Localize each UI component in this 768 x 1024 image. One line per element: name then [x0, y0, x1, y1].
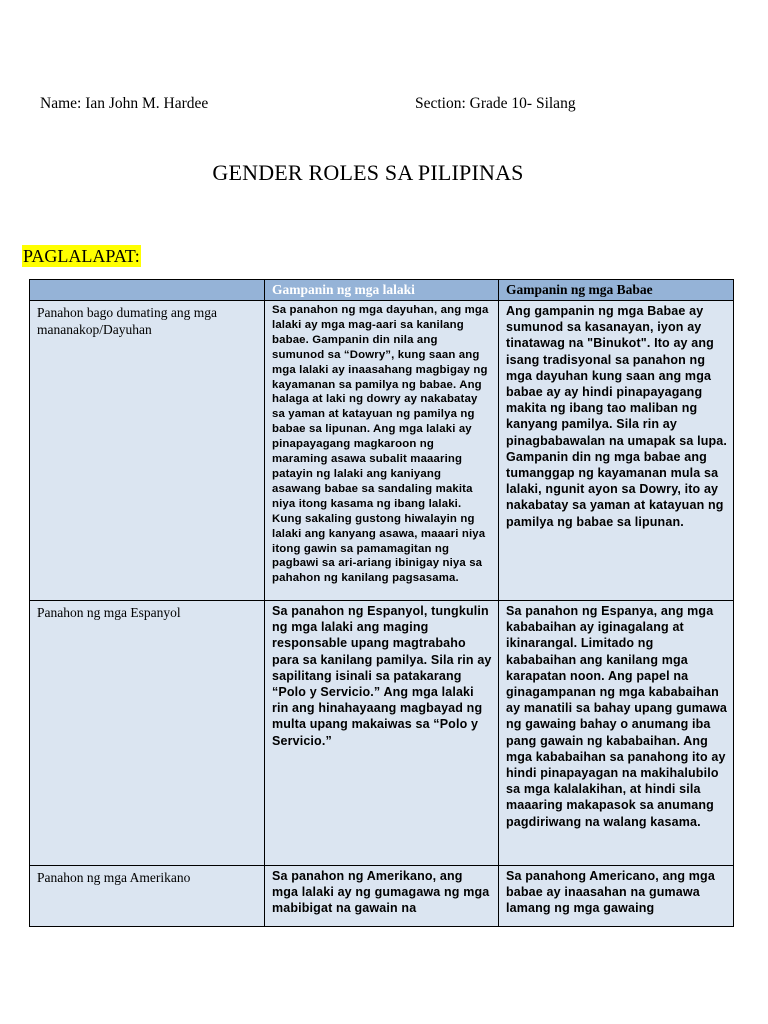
lalaki-cell: Sa panahon ng Amerikano, ang mga lalaki ay ng gumagawa ng mga mabibigat na gawain na [265, 866, 499, 927]
column-header-lalaki: Gampanin ng mga lalaki [265, 280, 499, 301]
table-row [30, 301, 734, 601]
lalaki-cell: Sa panahon ng mga dayuhan, ang mga lalaki ay mga mag-aari sa kanilang babae. Gampanin din nila ang sumunod sa “Dowry”, kung saan ang mga lalaki ay inaasahang magbigay ng kayamanan sa pamilya ng babae. Ang halaga at laki ng dowry ay nakabatay sa yaman at katayuan ng pamilya ng babae sa lipunan. Ang mga lalaki ay pinapayagang magkaroon ng maraming asawa subalit maaaring patayin ng lalaki ang kaniyang asawang babae sa sandaling makita niya itong kasama ng ibang lalaki. Kung sakaling gustong hiwalayin ng lalaki ang kanyang asawa, maaari niya itong gawin sa pamamagitan ng pagbawi sa ari-ariang ibinigay niya sa pahahon ng kanilang pagsasama. [265, 301, 499, 601]
table-row [30, 866, 734, 927]
column-header-period [30, 280, 265, 301]
table-row [30, 601, 734, 866]
babae-cell: Ang gampanin ng mga Babae ay sumunod sa kasanayan, iyon ay tinatawag na "Binukot". Ito ay ang isang tradisyonal sa panahon ng mga dayuhan kung saan ang mga babae ay ay hindi pinapayagang makita ng ibang tao maliban ng kanyang pamilya. Sila rin ay pinagbabawalan na umapak sa lupa. Gampanin din ng mga babae ang tumanggap ng kayamanan mula sa lalaki, ngunit ayon sa Dowry, ito ay nakabatay sa yaman at katayuan ng pamilya ng babae sa lipunan. [499, 301, 734, 601]
table-header-row [30, 280, 734, 301]
period-cell: Panahon bago dumating ang mga mananakop/Dayuhan [30, 301, 265, 601]
babae-cell: Sa panahon ng Espanya, ang mga kababaihan ay iginagalang at ikinarangal. Limitado ng kababaihan ang kanilang mga karapatan noon. Ang papel na ginagampanan ng mga kababaihan ay manatili sa bahay upang gumawa ng gawaing bahay o anumang iba pang gawain ng kababaihan. Ang mga kababaihan sa panahong ito ay hindi pinapayagan na makihalubilo sa mga kalalakihan, at hindi sila maaaring makapasok sa anumang pagdiriwang na walang kasama. [499, 601, 734, 866]
gender-roles-table [29, 279, 734, 927]
column-header-babae: Gampanin ng mga Babae [499, 280, 734, 301]
babae-cell: Sa panahong Americano, ang mga babae ay inaasahan na gumawa lamang ng mga gawaing [499, 866, 734, 927]
section-heading: PAGLALAPAT: [23, 246, 140, 266]
lalaki-cell: Sa panahon ng Espanyol, tungkulin ng mga lalaki ang maging responsable upang magtrabaho para sa kanilang pamilya. Sila rin ay sapilitang isinali sa patakarang “Polo y Servicio.” Ang mga lalaki rin ang hinahayaang magbayad ng multa upang makaiwas sa “Polo y Servicio.” [265, 601, 499, 866]
period-cell: Panahon ng mga Amerikano [30, 866, 265, 927]
document-title: GENDER ROLES SA PILIPINAS [212, 160, 524, 185]
student-section: Section: Grade 10- Silang [415, 95, 576, 112]
student-name: Name: Ian John M. Hardee [40, 95, 209, 112]
period-cell: Panahon ng mga Espanyol [30, 601, 265, 866]
